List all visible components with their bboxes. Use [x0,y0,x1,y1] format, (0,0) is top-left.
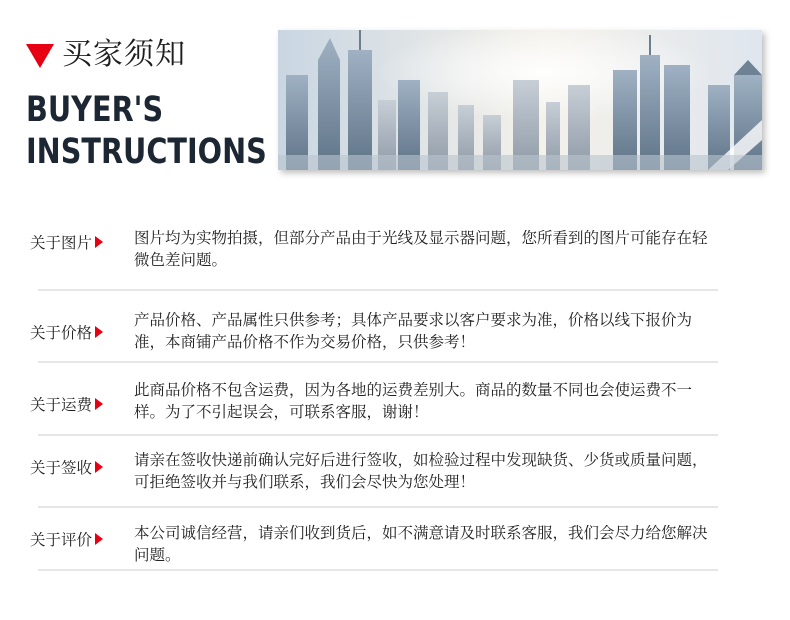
red-arrow-icon [95,236,103,248]
notice-text: 本公司诚信经营，请亲们收到货后，如不满意请及时联系客服，我们会尽力给您解决问题。 [134,524,708,564]
row-divider [38,289,718,291]
title-english-line2: INSTRUCTIONS [26,132,267,172]
row-divider [38,434,718,436]
notice-label [30,321,103,343]
city-skyline-image [278,30,762,170]
notice-label-text: 关于图片 [30,234,93,252]
notice-text: 图片均为实物拍摄，但部分产品由于光线及显示器问题，您所看到的图片可能存在轻微色差问题。 [134,229,708,269]
title-english-line1: BUYER'S [26,90,164,130]
red-arrow-icon [95,461,103,473]
notice-label-text: 关于价格 [30,324,93,342]
notice-label [30,231,103,253]
red-arrow-icon [95,398,103,410]
notice-text: 请亲在签收快递前确认完好后进行签收，如检验过程中发现缺货、少货或质量问题，可拒绝签收并与我们联系，我们会尽快为您处理！ [134,451,708,491]
red-arrow-icon [95,326,103,338]
row-divider [38,361,718,363]
notice-label-text: 关于运费 [30,396,93,414]
notice-label [30,528,103,550]
red-arrow-icon [95,533,103,545]
notice-text: 此商品价格不包含运费，因为各地的运费差别大。商品的数量不同也会使运费不一样。为了不引起误会，可联系客服，谢谢！ [134,381,693,421]
row-divider [38,569,718,571]
notice-label [30,393,103,415]
red-down-triangle-icon [26,44,54,68]
notice-label-text: 关于签收 [30,459,93,477]
notice-text: 产品价格、产品属性只供参考；具体产品要求以客户要求为准，价格以线下报价为准，本商铺产品价格不作为交易价格，只供参考！ [134,311,693,351]
row-divider [38,506,718,508]
title-chinese: 买家须知 [62,37,186,72]
skyline-illustration [278,30,762,170]
header-title [26,38,186,72]
notice-label-text: 关于评价 [30,531,93,549]
notice-label [30,456,103,478]
